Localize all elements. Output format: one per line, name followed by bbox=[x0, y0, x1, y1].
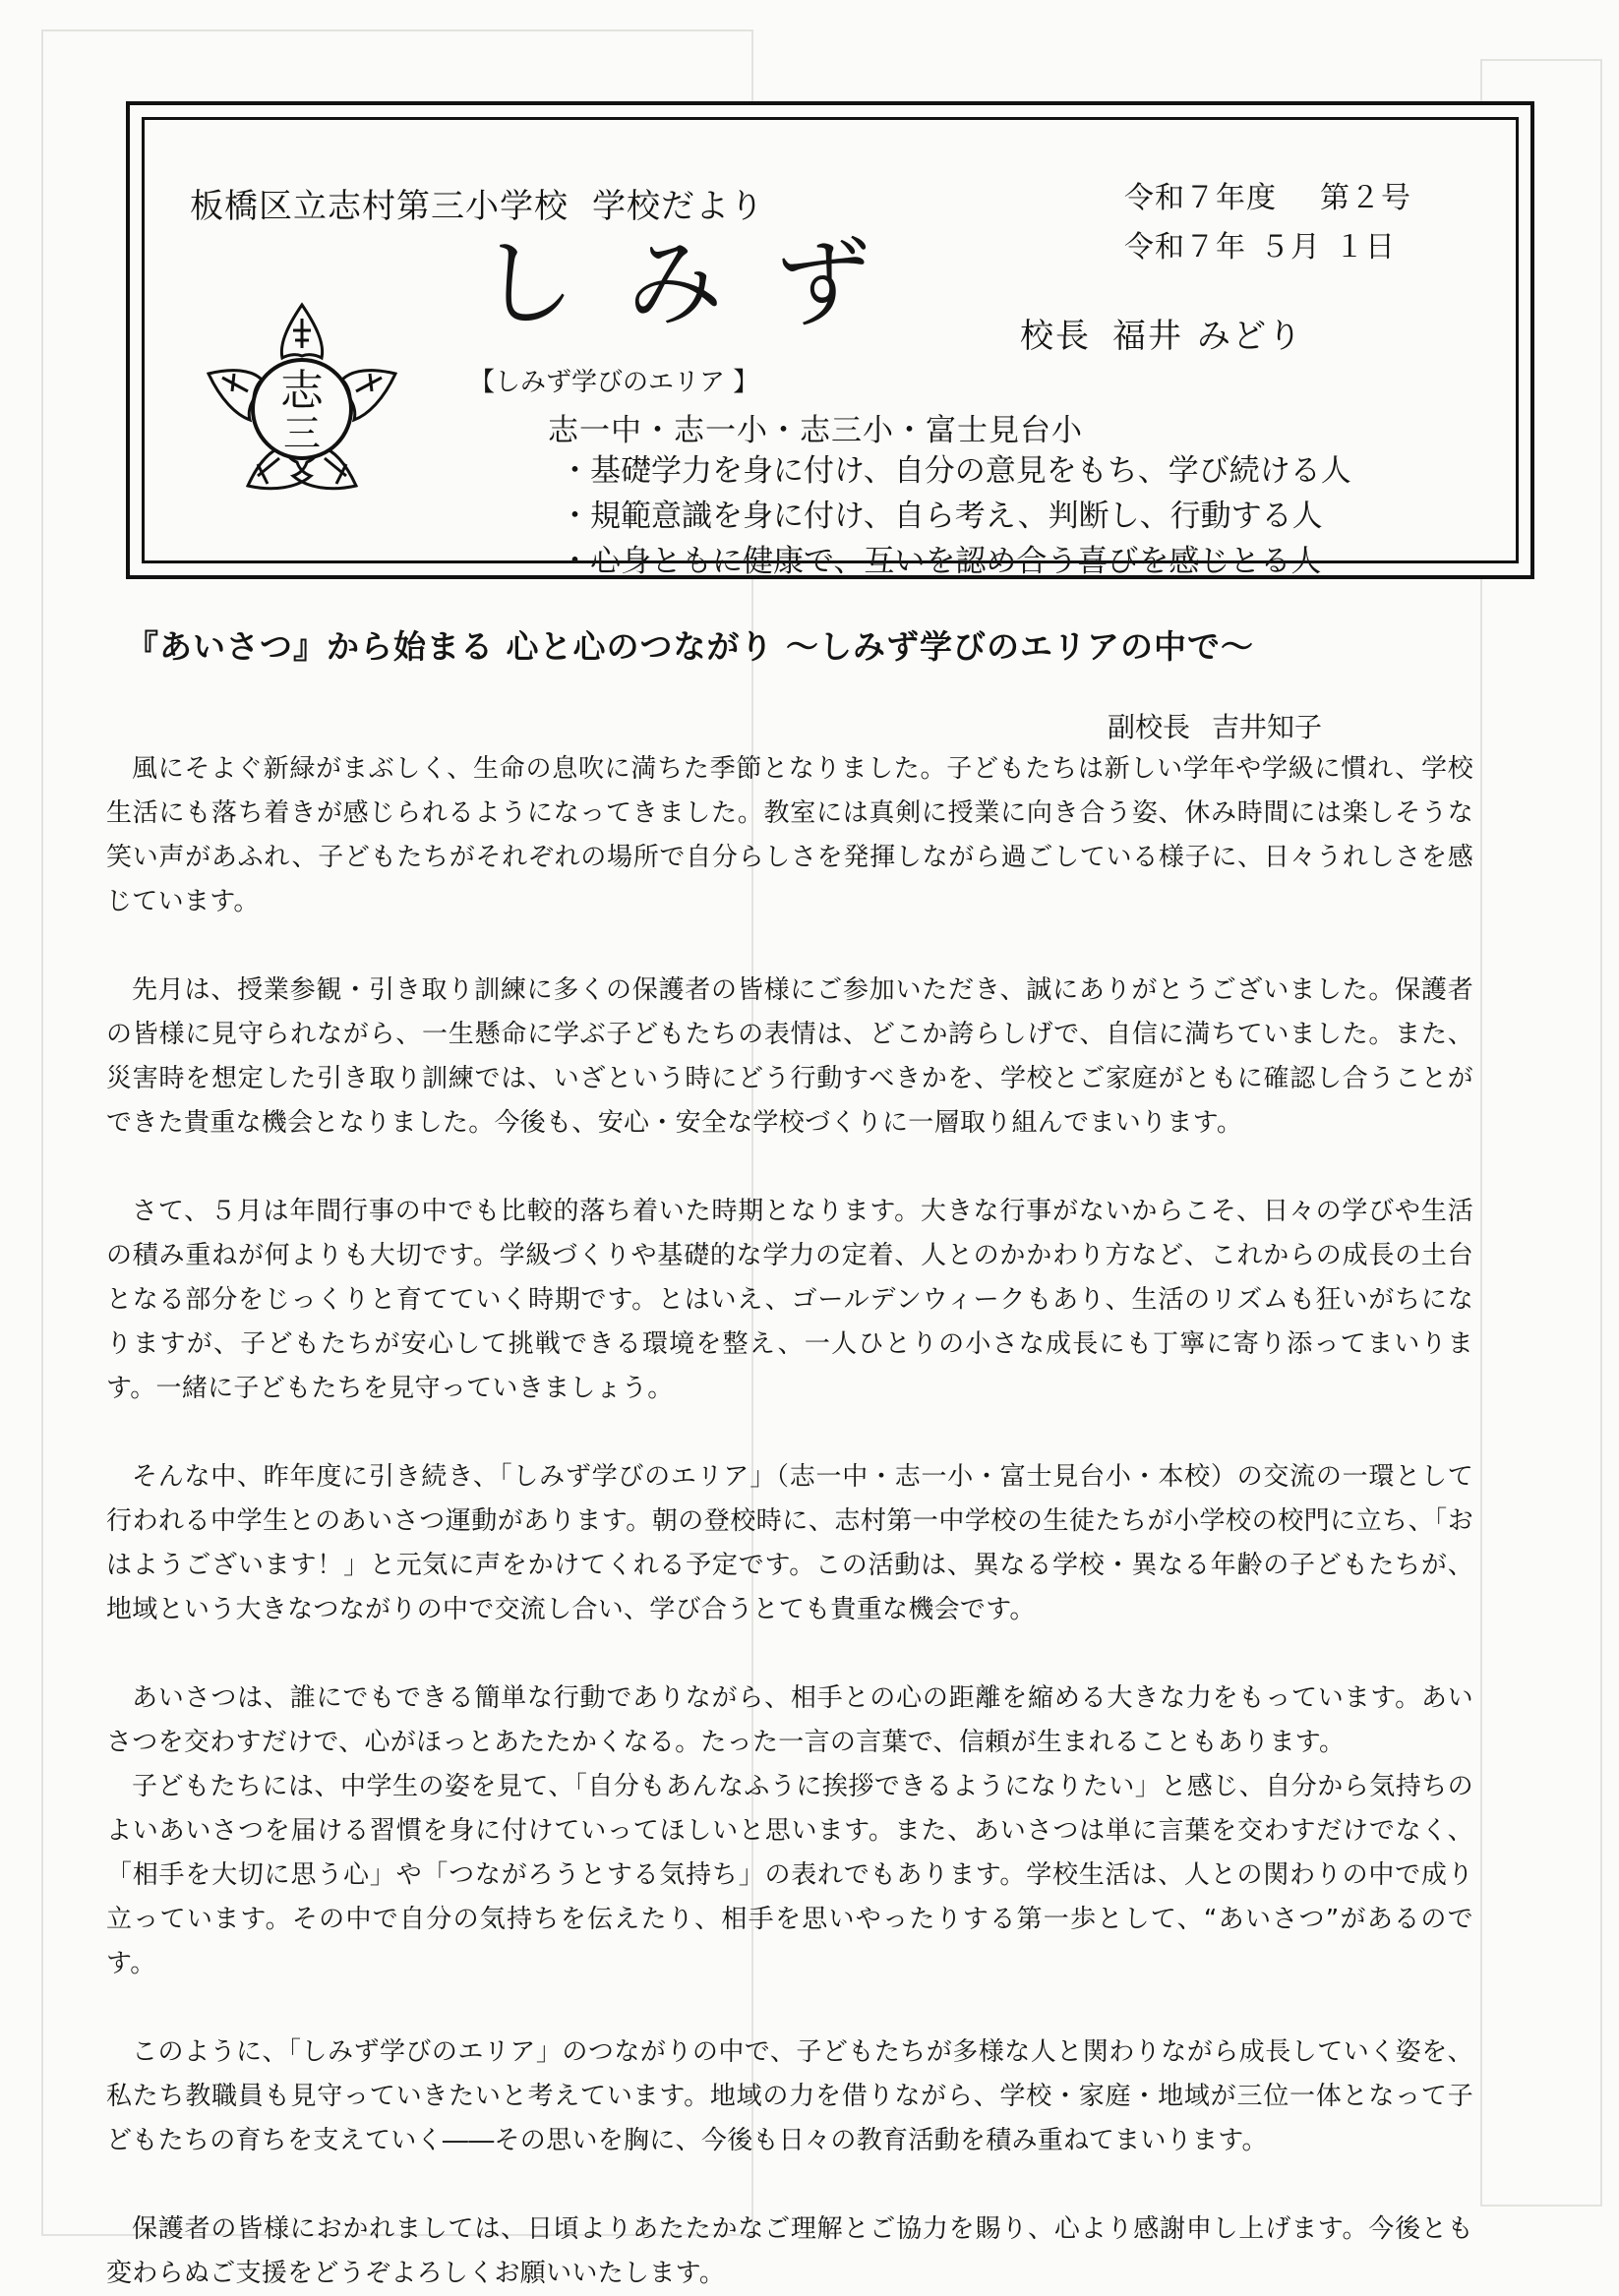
article-paragraph: あいさつは、誰にでもできる簡単な行動でありながら、相手との心の距離を縮める大きな力をもっています。あいさつを交わすだけで、心がほっとあたたかくなる。たった一言の言葉で、信頼が生まれることもあります。 bbox=[106, 1683, 1473, 1757]
school-name: 板橋区立志村第三小学校 bbox=[190, 187, 569, 226]
date-month: ５月 bbox=[1260, 230, 1321, 265]
article-paragraph: 先月は、授業参観・引き取り訓練に多くの保護者の皆様にご参加いただき、誠にありがとうございました。保護者の皆様に見守られながら、一生懸命に学ぶ子どもたちの表情は、どこか誇らしげで、自信に満ちていました。また、災害時を想定した引き取り訓練では、いざという時にどう行動すべきかを、学校とご家庭がともに確認し合うことができた貴重な機会となりました。今後も、安心・安全な学校づくりに一層取り組んでまいります。 bbox=[106, 975, 1473, 1138]
issue-number: 第２号 bbox=[1320, 181, 1411, 215]
issue-line bbox=[1124, 173, 1411, 216]
author-title: 副校長 bbox=[1108, 711, 1191, 743]
principal-given-name: みどり bbox=[1197, 317, 1303, 356]
masthead-inner-frame bbox=[142, 117, 1519, 579]
emblem-char-1: 志 bbox=[280, 366, 324, 416]
goal-item: ・基礎学力を身に付け、自分の意見をもち、学び続ける人 bbox=[560, 453, 1351, 489]
article-author bbox=[1108, 706, 1322, 745]
school-emblem-icon bbox=[199, 297, 405, 503]
date-year: 令和７年 bbox=[1124, 230, 1246, 265]
goal-item: ・規範意識を身に付け、自ら考え、判断し、行動する人 bbox=[560, 499, 1323, 534]
masthead-frame bbox=[126, 101, 1534, 579]
area-goals-list bbox=[560, 448, 1351, 584]
principal-surname: 福井 bbox=[1112, 317, 1183, 356]
emblem-char-2: 三 bbox=[282, 412, 322, 455]
article-paragraph: さて、５月は年間行事の中でも比較的落ち着いた時期となります。大きな行事がないからこそ、日々の学びや生活の積み重ねが何よりも大切です。学級づくりや基礎的な学力の定着、人とのかかわり方など、これからの成長の土台となる部分をじっくりと育てていく時期です。とはいえ、ゴールデンウィークもあり、生活のリズムも狂いがちになりますが、子どもたちが安心して挑戦できる環境を整え、一人ひとりの小さな成長にも丁寧に寄り添ってまいります。一緒に子どもたちを見守っていきましょう。 bbox=[106, 1197, 1473, 1403]
area-schools: 志一中・志一小・志三小・富士見台小 bbox=[548, 413, 1083, 448]
article-paragraph: そんな中、昨年度に引き続き、「しみず学びのエリア」（志一中・志一小・富士見台小・本校）の交流の一環として行われる中学生とのあいさつ運動があります。朝の登校時に、志村第一中学校の生徒たちが小学校の校門に立ち、「おはようございます！」と元気に声をかけてくれる予定です。この活動は、異なる学校・異なる年齢の子どもたちが、地域という大きなつながりの中で交流し合い、学び合うとても貴重な機会です。 bbox=[106, 1462, 1473, 1624]
article-paragraph: 保護者の皆様におかれましては、日頃よりあたたかなご理解とご協力を賜り、心より感謝申し上げます。今後とも変わらぬご支援をどうぞよろしくお願いいたします。 bbox=[106, 2214, 1473, 2288]
principal-title: 校長 bbox=[1020, 317, 1091, 356]
area-label: 【しみず学びのエリア 】 bbox=[469, 368, 759, 397]
author-name: 吉井知子 bbox=[1212, 711, 1323, 743]
date-day: １日 bbox=[1335, 230, 1396, 265]
newsletter-title: しみず bbox=[479, 228, 923, 340]
goal-item: ・心身ともに健康で、互いを認め合う喜びを感じとる人 bbox=[560, 544, 1322, 579]
article-headline: 『あいさつ』から始まる 心と心のつながり ～しみず学びのエリアの中で～ bbox=[126, 627, 1254, 666]
principal-line bbox=[1020, 309, 1303, 357]
article-paragraph: 風にそよぐ新緑がまぶしく、生命の息吹に満ちた季節となりました。子どもたちは新しい学年や学級に慣れ、学校生活にも落ち着きが感じられるようになってきました。教室には真剣に授業に向き合う姿、休み時間には楽しそうな笑い声があふれ、子どもたちがそれぞれの場所で自分らしさを発揮しながら過ごしている様子に、日々うれしさを感じています。 bbox=[106, 754, 1473, 916]
newsletter-label: 学校だより bbox=[592, 187, 764, 226]
article-paragraph: このように、「しみず学びのエリア」のつながりの中で、子どもたちが多様な人と関わりながら成長していく姿を、私たち教職員も見守っていきたいと考えています。地域の力を借りながら、学校・家庭・地域が三位一体となって子どもたちの育ちを支えていく――その思いを胸に、今後も日々の教育活動を積み重ねてまいります。 bbox=[106, 2037, 1473, 2155]
article-paragraph: 子どもたちには、中学生の姿を見て、「自分もあんなふうに挨拶できるようになりたい」と感じ、自分から気持ちのよいあいさつを届ける習慣を身に付けていってほしいと思います。また、あいさつは単に言葉を交わすだけでなく、「相手を大切に思う心」や「つながろうとする気持ち」の表れでもあります。学校生活は、人との関わりの中で成り立っています。その中で自分の気持ちを伝えたり、相手を思いやったりする第一歩として、“あいさつ”があるのです。 bbox=[106, 1772, 1473, 1978]
article-body bbox=[106, 747, 1473, 2296]
fiscal-year: 令和７年度 bbox=[1124, 181, 1277, 215]
issue-date bbox=[1124, 222, 1409, 265]
